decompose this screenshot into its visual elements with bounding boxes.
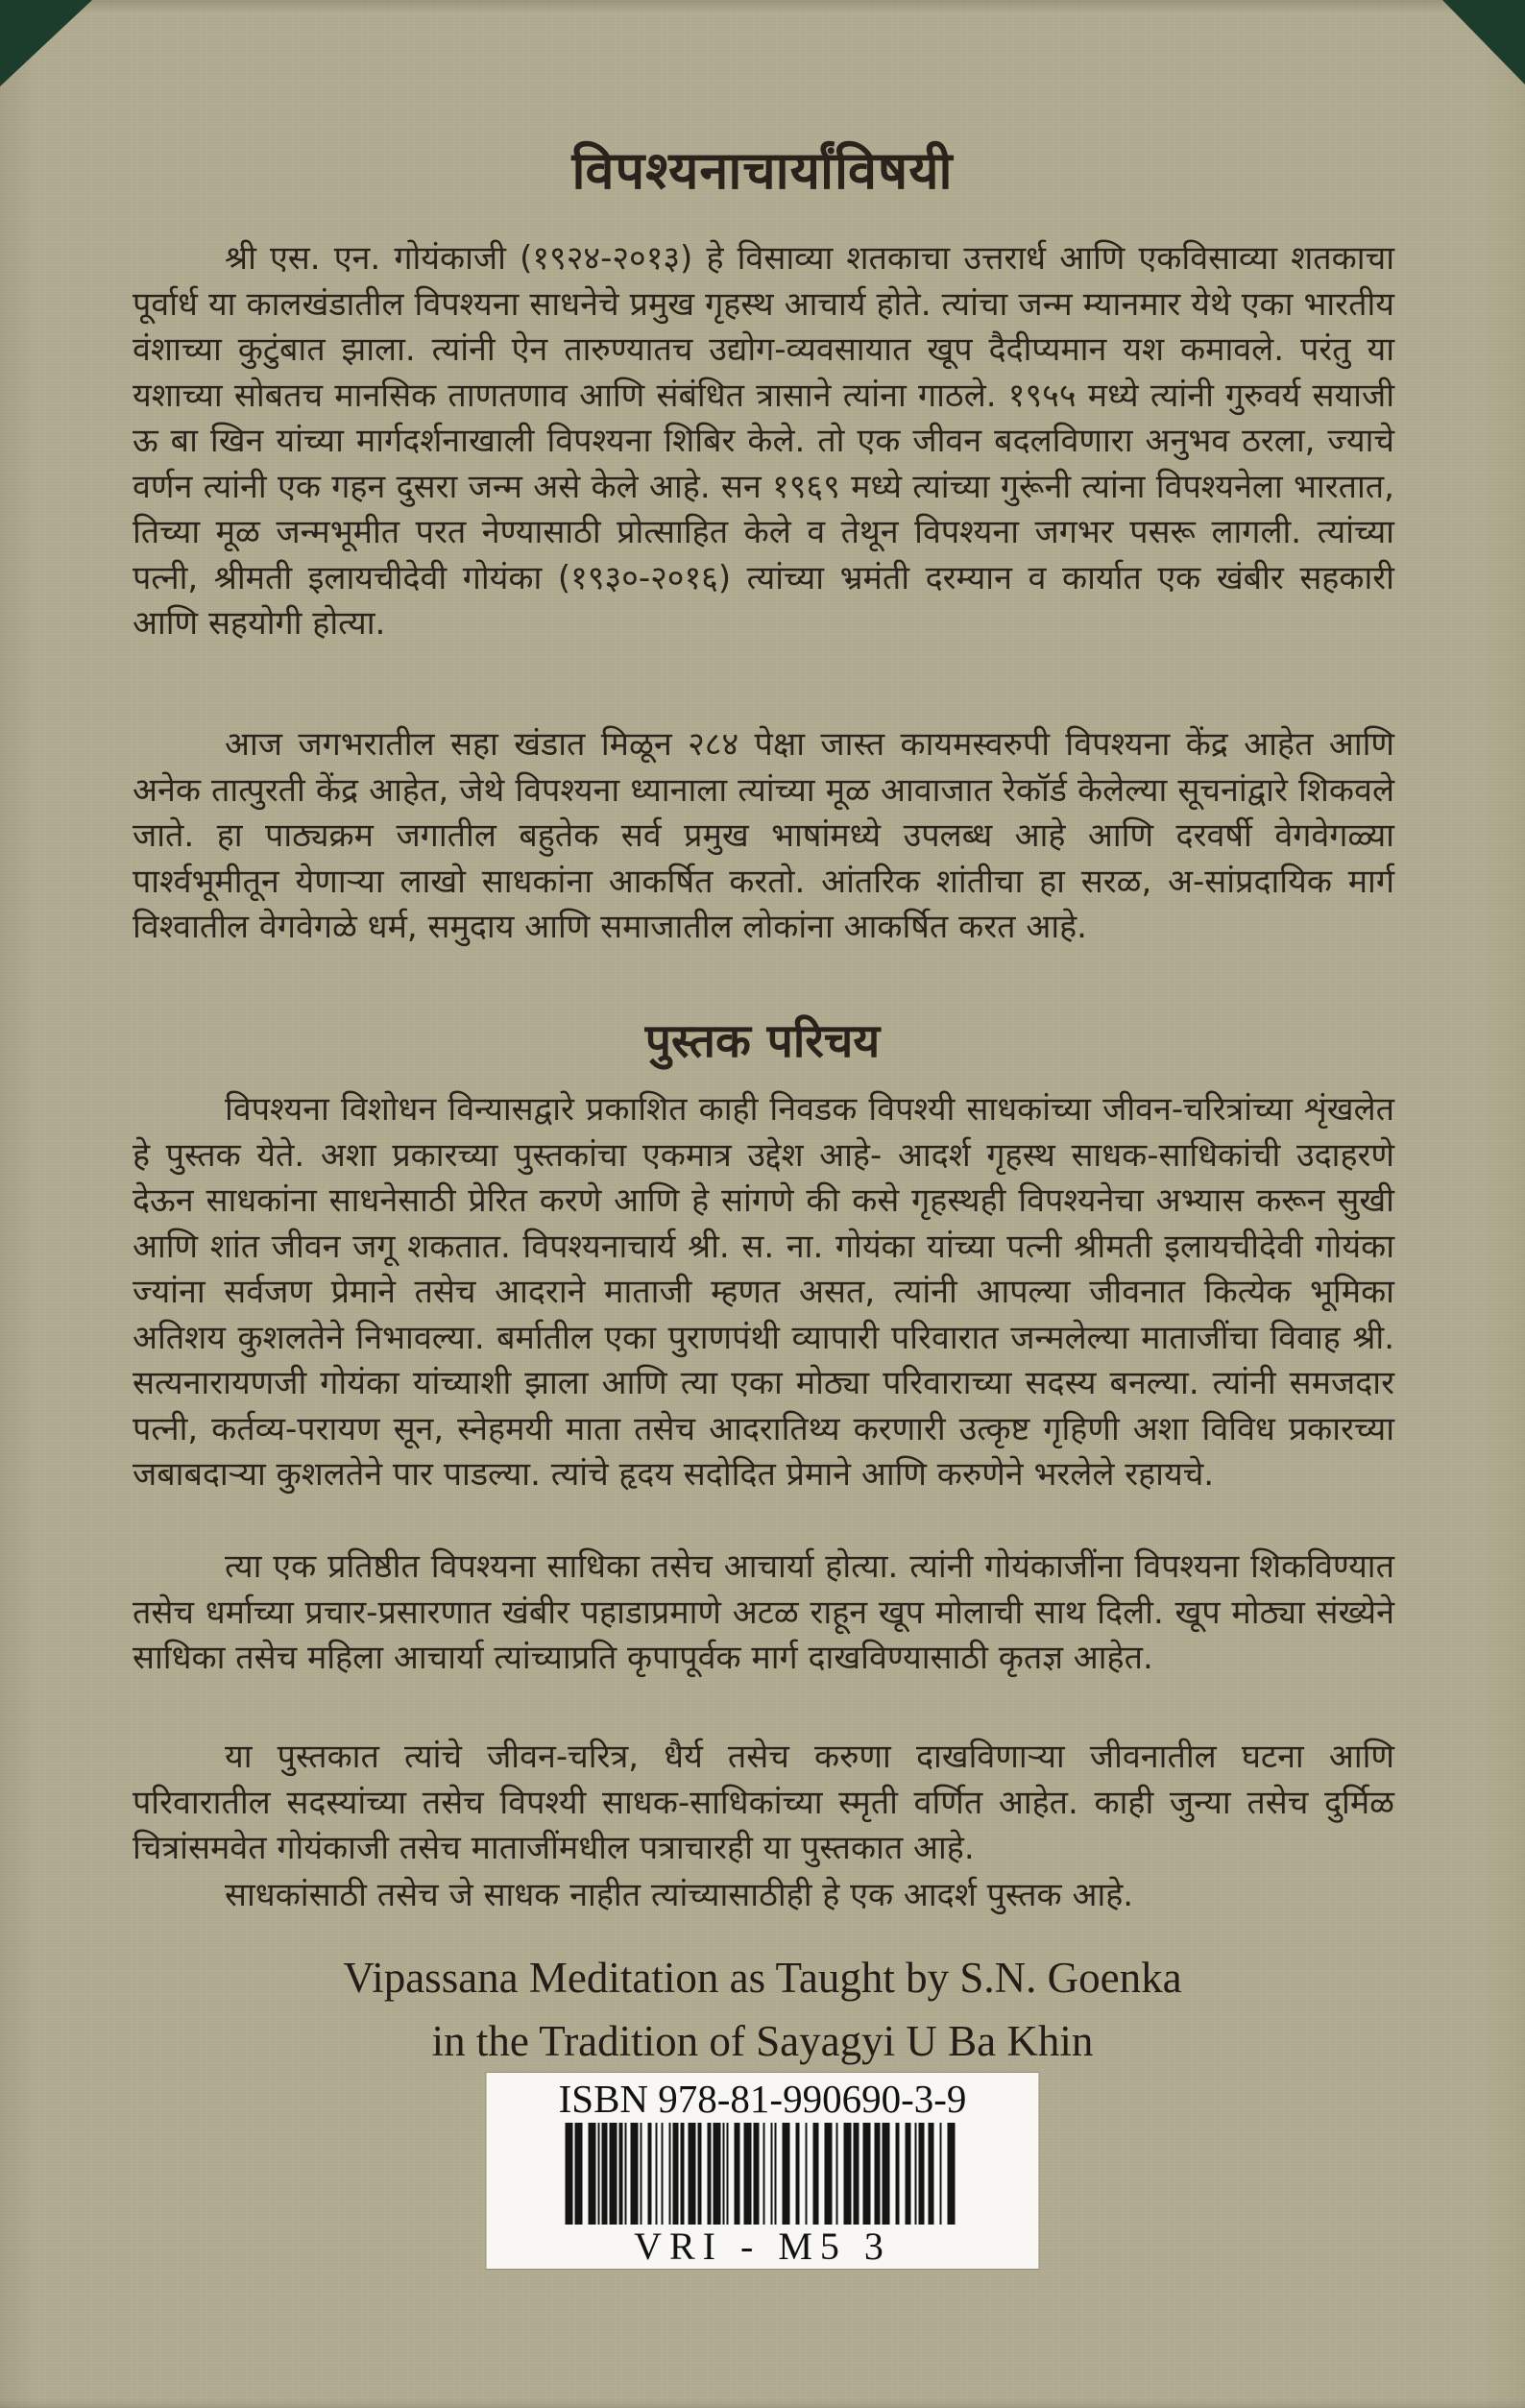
about-paragraph-2: आज जगभरातील सहा खंडात मिळून २८४ पेक्षा जास्त कायमस्वरुपी विपश्यना केंद्र आहेत आणि अनेक तात्पुरती केंद्र आहेत, जेथे विपश्यना ध्यानाला त्यांच्या मूळ आवाजात रेकॉर्ड केलेल्या सूचनांद्वारे शिकवले जाते. हा पाठ्यक्रम जगातील बहुतेक सर्व प्रमुख भाषांमध्ये उपलब्ध आहे आणि दरवर्षी वेगवेगळ्या पार्श्वभूमीतून येणाऱ्या लाखो साधकांना आकर्षित करतो. आंतरिक शांतीचा हा सरळ, अ-सांप्रदायिक मार्ग विश्वातील वेगवेगळे धर्म, समुदाय आणि समाजातील लोकांना आकर्षित करत आहे.	[133, 725, 1394, 946]
book-paragraph-1: विपश्यना विशोधन विन्यासद्वारे प्रकाशित काही निवडक विपश्यी साधकांच्या जीवन-चरित्रांच्या शृंखलेत हे पुस्तक येते. अशा प्रकारच्या पुस्तकांचा एकमात्र उद्देश आहे- आदर्श गृहस्थ साधक-साधिकांची उदाहरणे देऊन साधकांना साधनेसाठी प्रेरित करणे आणि हे सांगणे की कसे गृहस्थही विपश्यनेचा अभ्यास करून सुखी आणि शांत जीवन जगू शकतात. विपश्यनाचार्य श्री. स. ना. गोयंका यांच्या पत्नी श्रीमती इलायचीदेवी गोयंका ज्यांना सर्वजण प्रेमाने तसेच आदराने माताजी म्हणत असत, त्यांनी आपल्या जीवनात कित्येक भूमिका अतिशय कुशलतेने निभावल्या. बर्मातील एका पुराणपंथी व्यापारी परिवारात जन्मलेल्या माताजींचा विवाह श्री. सत्यनारायणजी गोयंका यांच्याशी झाला आणि त्या एका मोठ्या परिवाराच्या सदस्य बनल्या. त्यांनी समजदार पत्नी, कर्तव्य-परायण सून, स्नेहमयी माता तसेच आदरातिथ्य करणारी उत्कृष्ट गृहिणी अशा विविध प्रकारच्या जबाबदाऱ्या कुशलतेने पार पाडल्या. त्यांचे हृदय सदोदित प्रेमाने आणि करुणेने भरलेले रहायचे.	[133, 1090, 1394, 1494]
cover-corner-top-right	[1442, 0, 1525, 85]
cover-corner-top-left	[0, 0, 92, 86]
barcode-graphic	[506, 2123, 1020, 2225]
english-title-line2: in the Tradition of Sayagyi U Ba Khin	[431, 2017, 1094, 2065]
about-teacher-heading: विपश्यनाचार्यांविषयी	[571, 140, 954, 201]
english-title-line1: Vipassana Meditation as Taught by S.N. Goenka	[343, 1954, 1182, 2002]
book-intro-heading: पुस्तक परिचय	[644, 1014, 881, 1068]
isbn-barcode-panel	[487, 2073, 1039, 2269]
english-title	[0, 1946, 1525, 2073]
book-paragraph-4: साधकांसाठी तसेच जे साधक नाहीत त्यांच्यासाठीही हे एक आदर्श पुस्तक आहे.	[225, 1876, 1134, 1914]
isbn-text: ISBN 978-81-990690-3-9	[558, 2077, 967, 2121]
barcode-caption: VRI - M5 3	[634, 2225, 891, 2268]
book-paragraph-3: या पुस्तकात त्यांचे जीवन-चरित्र, धैर्य तसेच करुणा दाखविणाऱ्या जीवनातील घटना आणि परिवारातील सदस्यांच्या तसेच विपश्यी साधक-साधिकांच्या स्मृती वर्णित आहेत. काही जुन्या तसेच दुर्मिळ चित्रांसमवेत गोयंकाजी तसेच माताजींमधील पत्राचारही या पुस्तकात आहे.	[133, 1738, 1394, 1867]
about-paragraph-1: श्री एस. एन. गोयंकाजी (१९२४-२०१३) हे विसाव्या शतकाचा उत्तरार्ध आणि एकविसाव्या शतकाचा पूर्वार्ध या कालखंडातील विपश्यना साधनेचे प्रमुख गृहस्थ आचार्य होते. त्यांचा जन्म म्यानमार येथे एका भारतीय वंशाच्या कुटुंबात झाला. त्यांनी ऐन तारुण्यातच उद्योग-व्यवसायात खूप दैदीप्यमान यश कमावले. परंतु या यशाच्या सोबतच मानसिक ताणतणाव आणि संबंधित त्रासाने त्यांना गाठले. १९५५ मध्ये त्यांनी गुरुवर्य सयाजी ऊ बा खिन यांच्या मार्गदर्शनाखाली विपश्यना शिबिर केले. तो एक जीवन बदलविणारा अनुभव ठरला, ज्याचे वर्णन त्यांनी एक गहन दुसरा जन्म असे केले आहे. सन १९६९ मध्ये त्यांच्या गुरूंनी त्यांना विपश्यनेला भारतात, तिच्या मूळ जन्मभूमीत परत नेण्यासाठी प्रोत्साहित केले व तेथून विपश्यना जगभर पसरू लागली. त्यांच्या पत्नी, श्रीमती इलायचीदेवी गोयंका (१९३०-२०१६) त्यांच्या भ्रमंती दरम्यान व कार्यात एक खंबीर सहकारी आणि सहयोगी होत्या.	[133, 239, 1394, 643]
book-paragraph-2: त्या एक प्रतिष्ठीत विपश्यना साधिका तसेच आचार्या होत्या. त्यांनी गोयंकाजींना विपश्यना शिकविण्यात तसेच धर्माच्या प्रचार-प्रसारणात खंबीर पहाडाप्रमाणे अटळ राहून खूप मोलाची साथ दिली. खूप मोठ्या संख्येने साधिका तसेच महिला आचार्या त्यांच्याप्रति कृपापूर्वक मार्ग दाखविण्यासाठी कृतज्ञ आहेत.	[133, 1547, 1394, 1677]
